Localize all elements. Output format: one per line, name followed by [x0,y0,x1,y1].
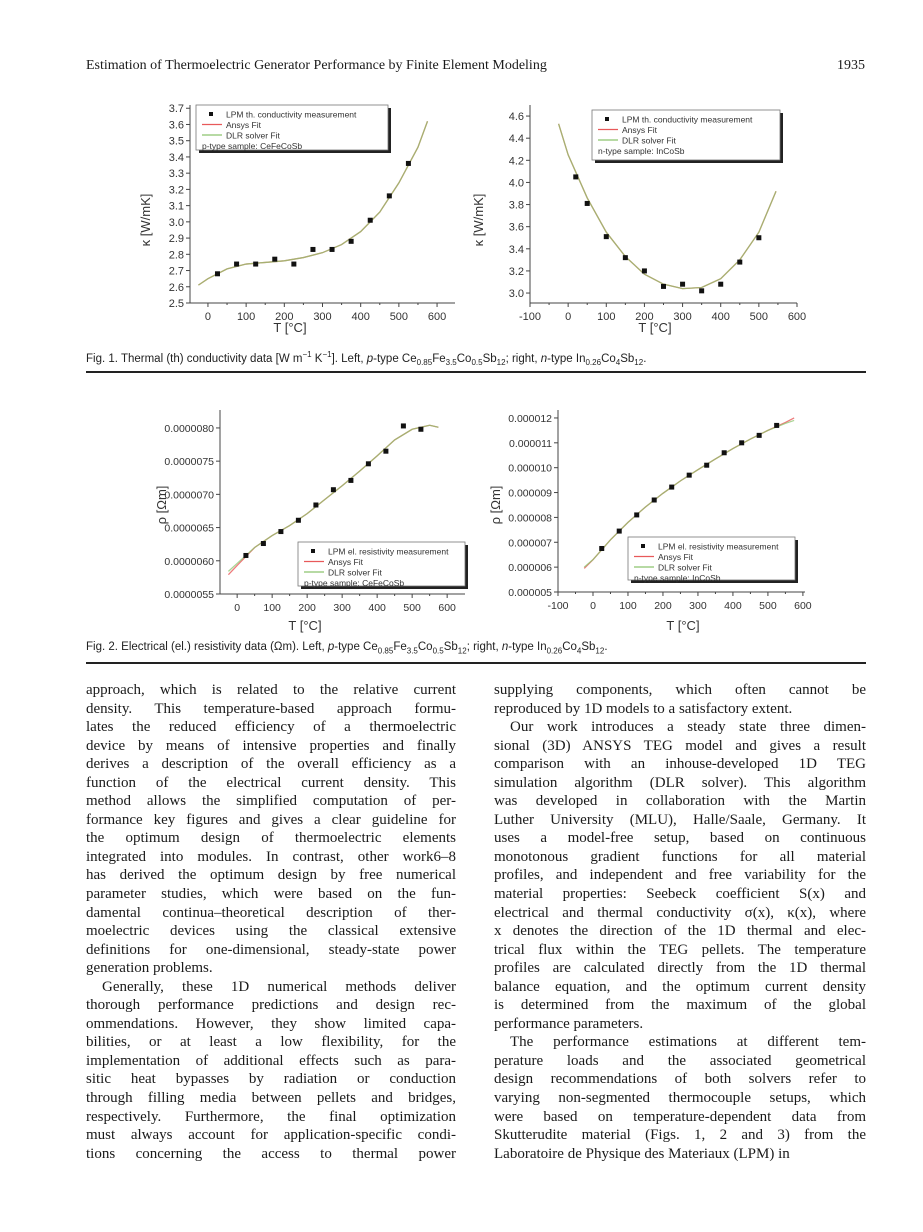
y-tick-label: 0.0000065 [164,522,214,535]
y-tick-label: 3.2 [508,265,524,278]
data-point [383,449,388,454]
text-line: formance key figures and gives a clear guideline for [86,811,456,828]
text-line: material properties: Seebeck coefficient S(x) and [494,886,866,903]
text-line: respectively. Furthermore, the final optimization [86,1108,456,1125]
caption-segment: 3.5 [445,358,457,368]
y-tick-label: 0.0000075 [164,456,214,469]
text-line: sional (3D) ANSYS TEG model and gives a result [494,737,866,754]
x-tick-label: 300 [673,311,692,323]
text-line: trical flux within the TEG pellets. The temperature [494,941,866,958]
y-axis-label: ρ [Ωm] [488,485,503,525]
legend-entry: DLR solver Fit [658,562,712,573]
x-tick-label: 600 [438,602,456,614]
text-line: comparison with an inhouse-developed 1D TEG [494,756,866,773]
x-axis-label: T [°C] [288,618,322,633]
figure-2-caption [86,641,866,655]
legend-entry: p-type sample: CeFeCoSb [304,578,405,588]
caption-segment: Co [601,352,616,365]
data-point [330,247,335,252]
data-point [585,201,590,206]
text-line: ommendations. However, they show limited capa- [86,1015,456,1032]
y-tick-label: 4.6 [508,111,524,124]
data-point [722,450,727,455]
data-point [617,529,622,534]
x-tick-label: 100 [619,600,637,612]
caption-segment: -type In [508,641,547,653]
x-tick-label: 200 [298,602,316,614]
legend-entry: n-type sample: InCoSb [598,146,685,156]
caption-segment: Sb [581,641,596,653]
body-column-left [86,681,456,1163]
legend-entry: Ansys Fit [328,557,363,567]
caption-segment: Sb [482,352,497,365]
y-tick-label: 4.0 [508,177,524,190]
y-tick-label: 0.0000070 [164,489,214,502]
data-point [310,247,315,252]
text-line: tions concerning the access to thermal power [86,1145,456,1162]
chart-fig2-right [475,385,815,635]
chart-fig2-left [140,385,475,635]
text-line: damental continua–theoretical description of ther- [86,904,456,921]
caption-segment: 0.26 [546,646,563,656]
caption-segment: Sb [620,352,635,365]
caption-segment: n [540,352,548,365]
caption-segment: ; right, [505,352,541,365]
x-tick-label: 200 [635,311,654,323]
data-point [669,485,674,490]
x-tick-label: 600 [794,600,812,612]
chart-fig1-left [140,100,465,340]
y-tick-label: 0.000008 [508,512,552,525]
text-line: design recommendations of both solvers refer to [494,1071,866,1088]
x-tick-label: 400 [351,311,370,323]
y-tick-label: 3.4 [168,151,184,164]
caption-segment: 0.5 [471,358,483,368]
y-tick-label: 3.2 [168,184,184,197]
y-tick-label: 3.6 [168,119,184,132]
y-axis-label: κ [W/mK] [471,193,486,247]
text-line: performance parameters. [494,1015,644,1032]
text-line: x denotes the direction of the 1D thermal and elec- [494,923,866,940]
text-line: density. This temperature-based approach formu- [86,700,456,717]
text-line: moelectric devices using the classical extensive [86,923,456,940]
data-point [366,461,371,466]
y-axis-label: κ [W/mK] [138,193,153,247]
data-point [599,546,604,551]
y-tick-label: 3.7 [168,103,184,116]
x-tick-label: 200 [275,311,294,323]
y-tick-label: 3.8 [508,199,524,212]
caption-segment: 0.26 [585,358,602,368]
caption-segment: Fe [393,641,407,653]
legend-marker-points [209,112,213,116]
caption-segment: Co [562,641,577,653]
caption-segment: 12 [595,646,605,656]
text-line: generation problems. [86,960,213,977]
data-point [704,463,709,468]
x-axis-label: T [°C] [666,618,700,633]
legend-entry: DLR solver Fit [328,567,382,578]
caption-segment: −1 [302,350,312,359]
legend-entry: DLR solver Fit [622,135,676,146]
y-tick-label: 2.5 [168,298,184,310]
caption-segment: p [366,352,374,365]
figure-1-caption [86,350,866,367]
data-point [368,218,373,223]
caption-segment: . [643,352,647,365]
y-tick-label: 0.000009 [508,487,552,500]
text-line: uses a model-free setup, based on continuous [494,830,866,847]
text-line: thorough performance predictions and design rec- [86,997,456,1014]
data-point [296,518,301,523]
x-tick-label: 0 [565,311,572,323]
y-tick-label: 3.1 [168,200,184,213]
caption-segment: 4 [615,358,621,368]
caption-segment: Electrical (el.) resistivity data (Ωm). Left, [117,641,328,653]
text-line: varying non-segmented thermocouple setups, which [494,1090,866,1107]
legend-entry: LPM el. resistivity measurement [658,541,779,552]
legend-marker-points [641,544,645,548]
data-point [699,288,704,293]
caption-segment: Sb [443,641,458,653]
data-point [349,239,354,244]
x-tick-label: 300 [333,602,351,614]
data-point [774,423,779,428]
y-tick-label: 0.000007 [508,537,552,550]
caption-segment: −1 [322,350,332,359]
text-line: definitions for one-dimensional, steady-state power [86,941,456,958]
caption-segment: Fe [432,352,446,365]
y-axis-label: ρ [Ωm] [154,485,169,525]
y-tick-label: 2.7 [168,265,184,278]
x-tick-label: 400 [368,602,386,614]
caption-segment: Fig. 1. [86,352,118,365]
legend-marker-points [605,117,609,121]
data-point [661,284,666,289]
caption-segment: K [311,352,323,365]
caption-segment: -type Ce [373,352,417,365]
data-point [757,433,762,438]
text-line: integrated into modules. In contrast, other work6–8 [86,848,456,865]
caption-segment: 3.5 [406,646,418,656]
x-tick-label: 0 [204,311,212,323]
y-tick-label: 0.000012 [508,412,552,425]
y-tick-label: 0.000011 [508,437,552,450]
x-tick-label: 100 [597,311,616,323]
text-line: is determined from the maximum of the global [494,997,866,1014]
y-tick-label: 0.0000080 [164,422,214,435]
data-point [718,282,723,287]
y-tick-label: 3.6 [508,221,524,234]
y-tick-label: 2.8 [168,249,184,262]
x-tick-label: -100 [518,311,542,323]
caption-segment: -type In [547,352,586,365]
caption-segment: -type Ce [334,641,378,653]
data-point [739,440,744,445]
x-tick-label: 500 [759,600,777,612]
text-line: must always account for application-specific condi- [86,1127,456,1144]
data-point [642,268,647,273]
legend-marker-points [311,549,315,553]
x-tick-label: 0 [590,600,596,612]
caption-segment: Co [456,352,472,365]
x-tick-label: 400 [711,311,730,323]
legend-entry: Ansys Fit [622,125,657,135]
data-point [687,473,692,478]
caption-segment: 12 [457,646,467,656]
text-line: sitic heat bypasses by radiation or conduction [86,1071,456,1088]
legend-entry: n-type sample: InCoSb [634,573,721,583]
data-point [291,262,296,267]
text-line: The performance estimations at different tem- [510,1034,866,1051]
text-line: function of the electrical current density. This [86,774,456,791]
x-tick-label: 300 [313,311,332,323]
legend-entry: LPM th. conductivity measurement [622,114,753,125]
text-line: Our work introduces a steady state three dimen- [510,719,866,736]
text-line: bilities, or at least a low flexibility, for the [86,1034,456,1051]
caption-segment: 0.5 [432,646,444,656]
y-tick-label: 0.0000060 [164,555,214,568]
x-tick-label: 500 [389,311,409,323]
x-tick-label: 400 [724,600,742,612]
chart-fig1-right [470,100,810,340]
data-point [331,487,336,492]
data-point [634,512,639,517]
text-line: Luther University (MLU), Halle/Saale, Germany. It [494,811,866,828]
y-tick-label: 3.0 [508,288,524,301]
x-tick-label: 100 [263,602,281,614]
text-line: were based on temperature-dependent data from [494,1108,866,1125]
y-tick-label: 3.4 [508,243,524,256]
data-point [243,553,248,558]
x-tick-label: -100 [547,600,569,612]
legend-entry: Ansys Fit [226,120,261,130]
text-line: simulation algorithm (DLR solver). This algorithm [494,774,866,791]
y-tick-label: 0.000005 [508,587,552,599]
y-tick-label: 3.0 [168,216,184,229]
data-point [573,174,578,179]
caption-segment: 12 [634,358,644,368]
text-line: device by means of intensive properties and finally [86,737,456,754]
caption-segment: 12 [496,358,506,368]
data-point [278,529,283,534]
text-line: electrical and thermal conductivity σ(x), κ(x), where [494,904,866,921]
caption-segment: ]. Left, [331,352,367,365]
legend-entry: LPM el. resistivity measurement [328,546,449,557]
data-point [604,234,609,239]
caption-segment: 0.85 [416,358,433,368]
text-line: Skutterudite material (Figs. 1, 2 and 3) from the [494,1127,866,1144]
text-line: balance equation, and the optimum current density [494,978,866,995]
y-tick-label: 3.3 [168,168,184,181]
y-tick-label: 2.6 [168,281,184,294]
x-tick-label: 600 [787,311,807,323]
data-point [623,255,628,260]
caption-segment: Thermal (th) conductivity data [W m [117,352,303,365]
text-line: lates the reduced efficiency of a thermoelectric [86,719,456,736]
caption-segment: p [327,641,335,653]
text-line: parameter studies, which were based on the fun- [86,886,456,903]
data-point [418,427,423,432]
caption-segment: n [501,641,509,653]
data-point [215,271,220,276]
y-tick-label: 0.000010 [508,462,552,475]
x-tick-label: 600 [427,311,447,323]
caption-segment: Co [417,641,433,653]
text-line: Generally, these 1D numerical methods deliver [102,978,456,995]
data-point [756,235,761,240]
data-point [652,498,657,503]
text-line: was developed in collaboration with the Martin [494,793,866,810]
caption-segment: ; right, [466,641,502,653]
x-tick-label: 500 [749,311,769,323]
y-tick-label: 0.0000055 [164,589,214,601]
text-line: perature loads and the associated geometrical [494,1052,866,1069]
x-tick-label: 300 [689,600,707,612]
y-tick-label: 3.5 [168,135,184,148]
text-line: the optimum design of thermoelectric elements [86,830,456,847]
divider [86,662,866,664]
text-line: profiles are calculated directly from the 1D thermal [494,960,866,977]
x-tick-label: 100 [236,311,256,323]
body-column-right [494,681,866,1163]
legend-entry: DLR solver Fit [226,130,280,141]
text-line: supplying components, which often cannot be [494,682,866,698]
text-line: has derived the optimum design by free numerical [86,867,456,884]
x-tick-label: 500 [403,602,421,614]
y-tick-label: 4.4 [508,133,524,146]
x-tick-label: 0 [234,602,241,614]
text-line: Laboratoire de Physique des Materiaux (LPM) in [494,1145,790,1162]
data-point [272,257,277,262]
y-tick-label: 2.9 [168,233,184,246]
data-point [234,262,239,267]
page-number: 1935 [837,58,865,73]
x-axis-label: T [°C] [273,320,307,335]
text-line: through filling media between pellets and bridges, [86,1090,456,1107]
text-line: profiles, and independent and free variability for the [494,867,866,884]
text-line: reproduced by 1D models to a satisfactory extent. [494,700,793,717]
text-line: approach, which is related to the relative current [86,682,456,698]
data-point [406,161,411,166]
legend-entry: Ansys Fit [658,552,693,562]
data-point [261,541,266,546]
text-line: implementation of additional effects such as para- [86,1052,456,1069]
text-line: monotonous gradient functions for all material [494,848,866,865]
data-point [680,282,685,287]
caption-segment: Fig. 2. [86,641,118,653]
data-point [401,423,406,428]
legend-entry: LPM th. conductivity measurement [226,109,357,120]
caption-segment: 0.85 [377,646,394,656]
x-tick-label: 200 [654,600,672,612]
caption-segment: . [604,641,608,653]
data-point [348,478,353,483]
text-line: method allows the simplified computation of per- [86,793,456,810]
data-point [387,193,392,198]
running-header-title: Estimation of Thermoelectric Generator Performance by Finite Element Modeling [86,58,547,73]
caption-segment: 4 [576,646,582,656]
data-point [313,502,318,507]
data-point [737,260,742,265]
legend-entry: p-type sample: CeFeCoSb [202,141,303,151]
x-axis-label: T [°C] [638,320,672,335]
y-tick-label: 4.2 [508,155,524,168]
text-line: derives a description of the overall efficiency as a [86,756,456,773]
data-point [253,262,258,267]
divider [86,371,866,373]
y-tick-label: 0.000006 [508,562,552,575]
